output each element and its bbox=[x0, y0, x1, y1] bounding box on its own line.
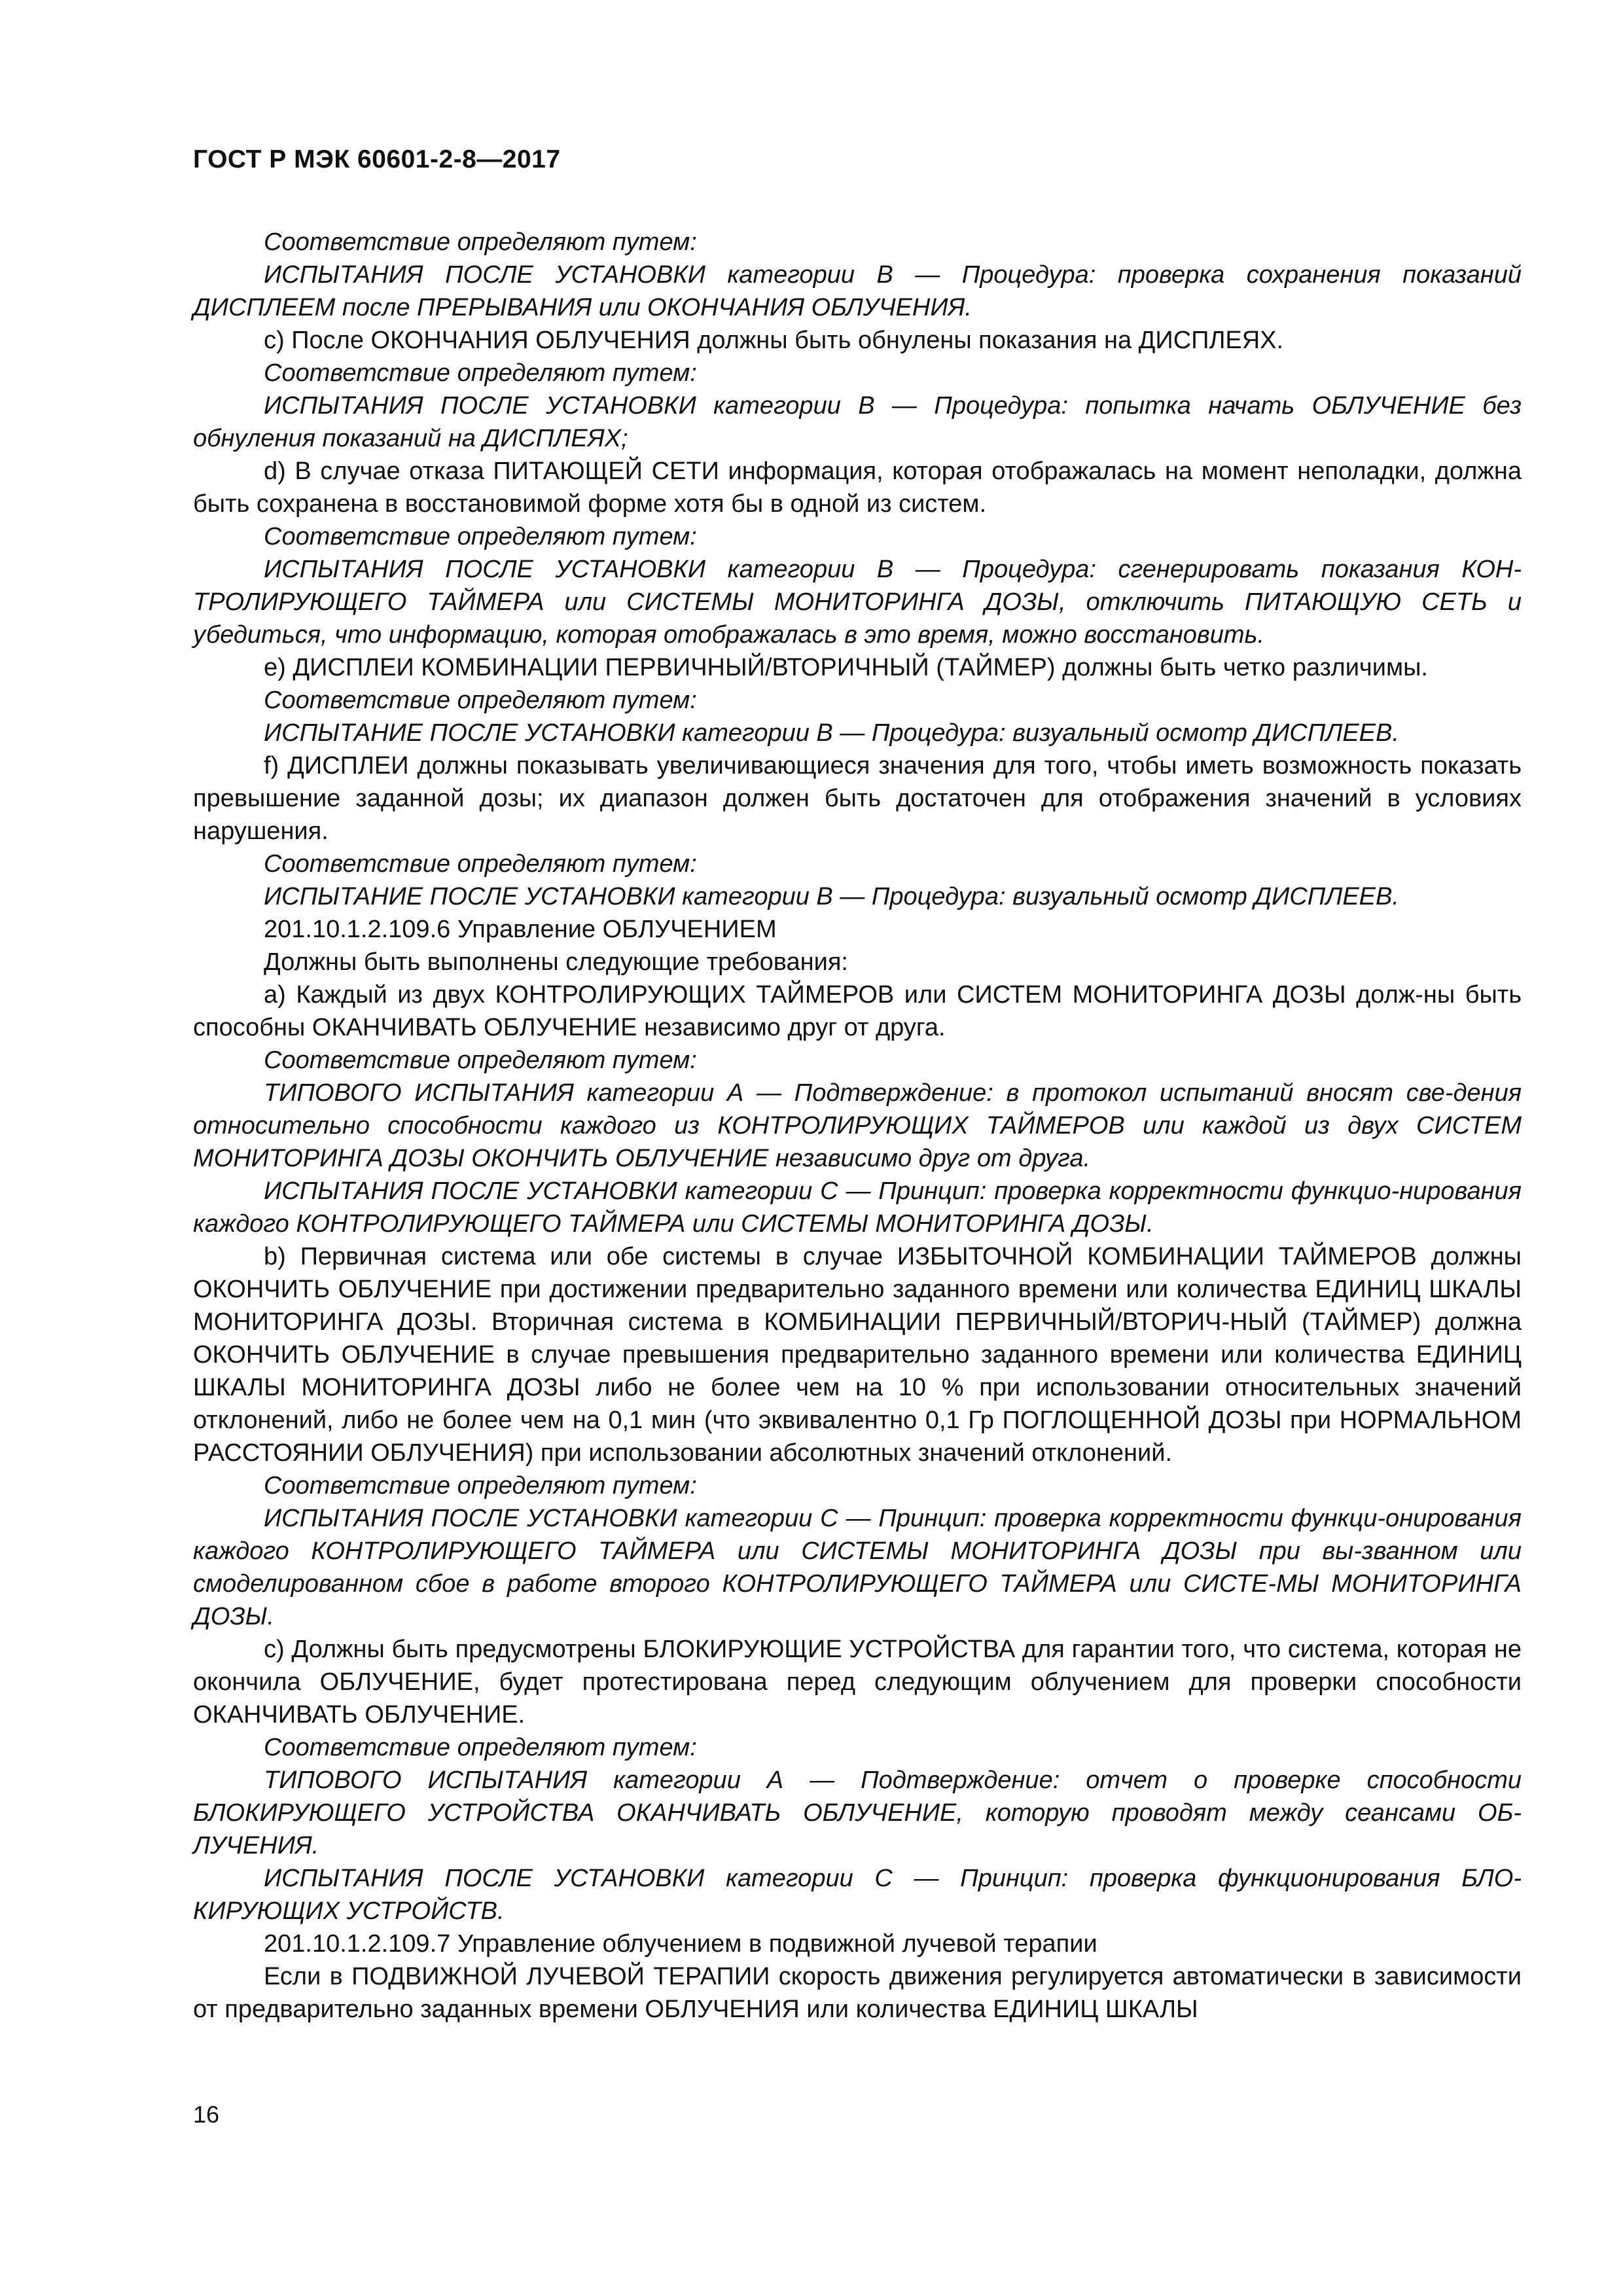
paragraph: Если в ПОДВИЖНОЙ ЛУЧЕВОЙ ТЕРАПИИ скорость движения регулируется автоматически в зависимости от предварительно заданных времени ОБЛУЧЕНИЯ или количества ЕДИНИЦ ШКАЛЫ bbox=[193, 1963, 1522, 2023]
paragraph: Соответствие определяют путем: bbox=[264, 1472, 697, 1499]
page-number: 16 bbox=[193, 2101, 220, 2128]
paragraph: f) ДИСПЛЕИ должны показывать увеличивающиеся значения для того, чтобы иметь возможность показать превышение заданной дозы; их диапазон должен быть достаточен для отображения значений в условиях нарушения. bbox=[193, 752, 1522, 845]
paragraph: ИСПЫТАНИЯ ПОСЛЕ УСТАНОВКИ категории С — Принцип: проверка корректности функци-онирования каждого КОНТРОЛИРУЮЩЕГО ТАЙМЕРА или СИСТЕМЫ МОНИТОРИНГА ДОЗЫ при вы-званном или смоделированном сбое в работе второго КОНТРОЛИРУЮЩЕГО ТАЙМЕРА или СИСТЕ-МЫ МОНИТОРИНГА ДОЗЫ. bbox=[193, 1505, 1522, 1630]
section-heading: 201.10.1.2.109.7 Управление облучением в подвижной лучевой терапии bbox=[264, 1930, 1097, 1958]
paragraph: Соответствие определяют путем: bbox=[264, 523, 697, 550]
paragraph: Соответствие определяют путем: bbox=[264, 850, 697, 878]
paragraph: Соответствие определяют путем: bbox=[264, 359, 697, 387]
paragraph: ИСПЫТАНИЕ ПОСЛЕ УСТАНОВКИ категории В — Процедура: визуальный осмотр ДИСПЛЕЕВ. bbox=[264, 719, 1399, 747]
paragraph: a) Каждый из двух КОНТРОЛИРУЮЩИХ ТАЙМЕРОВ или СИСТЕМ МОНИТОРИНГА ДОЗЫ долж-ны быть способны ОКАНЧИВАТЬ ОБЛУЧЕНИЕ независимо друг от друга. bbox=[193, 981, 1522, 1041]
paragraph: Соответствие определяют путем: bbox=[264, 228, 697, 256]
paragraph: ТИПОВОГО ИСПЫТАНИЯ категории А — Подтверждение: в протокол испытаний вносят све-дения относительно способности каждого из КОНТРОЛИРУЮЩИХ ТАЙМЕРОВ или каждой из двух СИСТЕМ МОНИТОРИНГА ДОЗЫ ОКОНЧИТЬ ОБЛУЧЕНИЕ независимо друг от друга. bbox=[193, 1079, 1522, 1172]
paragraph: Соответствие определяют путем: bbox=[264, 1047, 697, 1074]
paragraph: ИСПЫТАНИЯ ПОСЛЕ УСТАНОВКИ категории В — Процедура: проверка сохранения показаний ДИСПЛЕЕМ после ПРЕРЫВАНИЯ или ОКОНЧАНИЯ ОБЛУЧЕНИЯ. bbox=[193, 261, 1522, 321]
document-body bbox=[193, 226, 1522, 2026]
paragraph: ИСПЫТАНИЯ ПОСЛЕ УСТАНОВКИ категории В — Процедура: попытка начать ОБЛУЧЕНИЕ без обнуления показаний на ДИСПЛЕЯХ; bbox=[193, 392, 1522, 452]
paragraph: b) Первичная система или обе системы в случае ИЗБЫТОЧНОЙ КОМБИНАЦИИ ТАЙМЕРОВ должны ОКОНЧИТЬ ОБЛУЧЕНИЕ при достижении предварительно заданного времени или количества ЕДИНИЦ ШКАЛЫ МОНИТОРИНГА ДОЗЫ. Вторичная система в КОМБИНАЦИИ ПЕРВИЧНЫЙ/ВТОРИЧ-НЫЙ (ТАЙМЕР) должна ОКОНЧИТЬ ОБЛУЧЕНИЕ в случае превышения предварительно заданного времени или количества ЕДИНИЦ ШКАЛЫ МОНИТОРИНГА ДОЗЫ либо не более чем на 10 % при использовании относительных значений отклонений, либо не более чем на 0,1 мин (что эквивалентно 0,1 Гр ПОГЛОЩЕННОЙ ДОЗЫ при НОРМАЛЬНОМ РАССТОЯНИИ ОБЛУЧЕНИЯ) при использовании абсолютных значений отклонений. bbox=[193, 1243, 1522, 1467]
paragraph: Должны быть выполнены следующие требования: bbox=[264, 948, 848, 976]
section-heading: 201.10.1.2.109.6 Управление ОБЛУЧЕНИЕМ bbox=[264, 916, 777, 943]
paragraph: c) После ОКОНЧАНИЯ ОБЛУЧЕНИЯ должны быть обнулены показания на ДИСПЛЕЯХ. bbox=[264, 327, 1284, 354]
paragraph: c) Должны быть предусмотрены БЛОКИРУЮЩИЕ УСТРОЙСТВА для гарантии того, что система, которая не окончила ОБЛУЧЕНИЕ, будет протестирована перед следующим облучением для проверки способности ОКАНЧИВАТЬ ОБЛУЧЕНИЕ. bbox=[193, 1636, 1522, 1729]
paragraph: Соответствие определяют путем: bbox=[264, 687, 697, 714]
paragraph: ИСПЫТАНИЯ ПОСЛЕ УСТАНОВКИ категории В — Процедура: сгенерировать показания КОН-ТРОЛИРУЮЩЕГО ТАЙМЕРА или СИСТЕМЫ МОНИТОРИНГА ДОЗЫ, отключить ПИТАЮЩУЮ СЕТЬ и убедиться, что информацию, которая отображалась в это время, можно восстановить. bbox=[193, 556, 1522, 649]
paragraph: ИСПЫТАНИЕ ПОСЛЕ УСТАНОВКИ категории В — Процедура: визуальный осмотр ДИСПЛЕЕВ. bbox=[264, 883, 1399, 910]
paragraph: ТИПОВОГО ИСПЫТАНИЯ категории А — Подтверждение: отчет о проверке способности БЛОКИРУЮЩЕГО УСТРОЙСТВА ОКАНЧИВАТЬ ОБЛУЧЕНИЕ, которую проводят между сеансами ОБ-ЛУЧЕНИЯ. bbox=[193, 1767, 1522, 1859]
paragraph: e) ДИСПЛЕИ КОМБИНАЦИИ ПЕРВИЧНЫЙ/ВТОРИЧНЫЙ (ТАЙМЕР) должны быть четко различимы. bbox=[264, 654, 1428, 681]
paragraph: ИСПЫТАНИЯ ПОСЛЕ УСТАНОВКИ категории С — Принцип: проверка корректности функцио-нирования каждого КОНТРОЛИРУЮЩЕГО ТАЙМЕРА или СИСТЕМЫ МОНИТОРИНГА ДОЗЫ. bbox=[193, 1177, 1522, 1238]
paragraph: d) В случае отказа ПИТАЮЩЕЙ СЕТИ информация, которая отображалась на момент неполадки, должна быть сохранена в восстановимой форме хотя бы в одной из систем. bbox=[193, 457, 1522, 518]
paragraph: ИСПЫТАНИЯ ПОСЛЕ УСТАНОВКИ категории С — Принцип: проверка функционирования БЛО-КИРУЮЩИХ УСТРОЙСТВ. bbox=[193, 1865, 1522, 1925]
page-header-title: ГОСТ Р МЭК 60601-2-8—2017 bbox=[193, 145, 561, 173]
paragraph: Соответствие определяют путем: bbox=[264, 1734, 697, 1761]
